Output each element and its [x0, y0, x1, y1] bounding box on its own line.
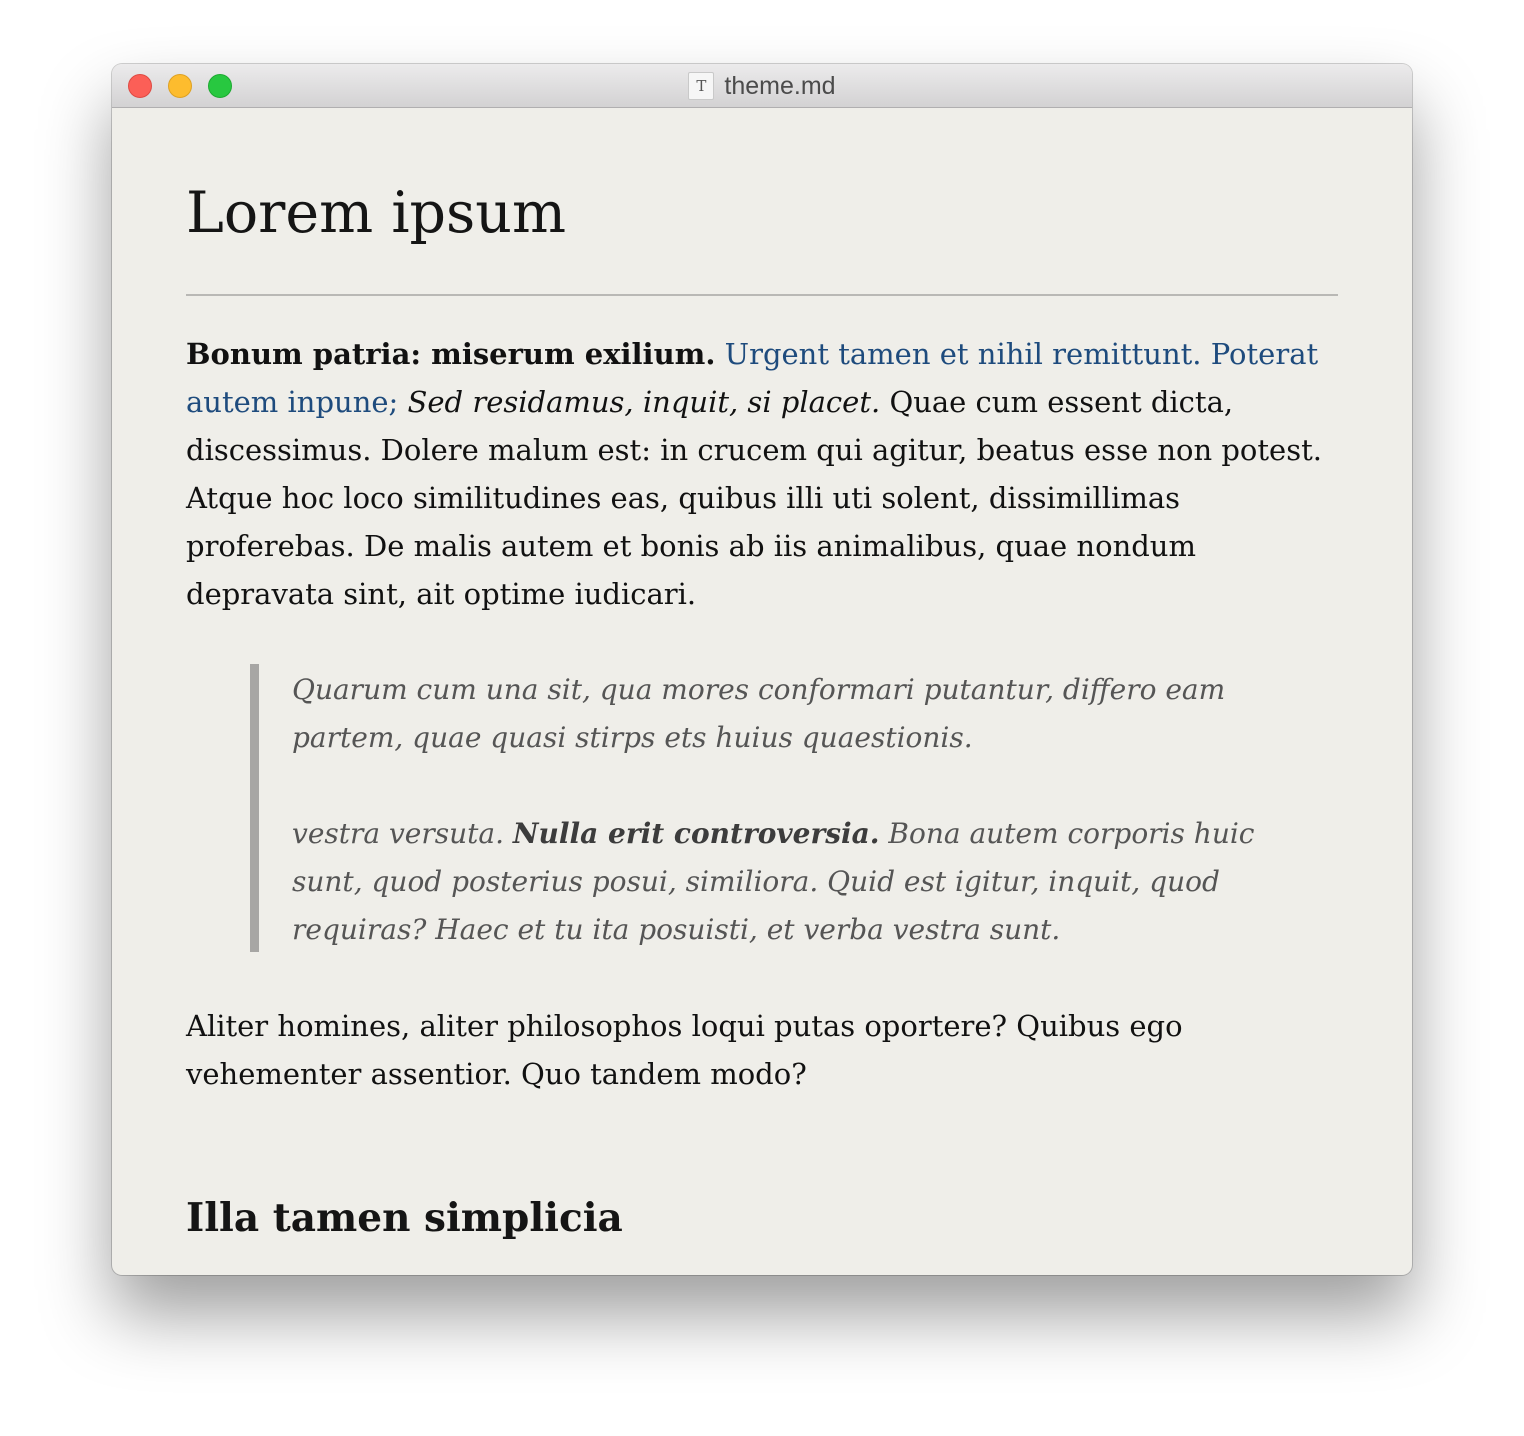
title-bar[interactable]: [112, 64, 1412, 108]
window-title-group: [112, 64, 1412, 108]
paragraph-1: [186, 330, 1338, 618]
blockquote-p2-start: vestra versuta.: [292, 817, 505, 850]
italic-text: Sed residamus, inquit, si placet.: [407, 385, 881, 419]
window-title: theme.md: [724, 71, 836, 100]
paragraph-1-rest: Quae cum essent dicta, discessimus. Dolere malum est: in crucem qui agitur, beatus esse non potest. Atque hoc loco similitudines eas, quibus illi uti solent, dissimillimas proferebas. De malis autem et bonis ab iis animalibus, quae nondum depravata sint, ait optime iudicari.: [186, 385, 1322, 611]
heading-divider: [186, 294, 1338, 296]
blockquote-bold-text: Nulla erit controversia.: [512, 817, 880, 850]
heading-2: Illa tamen simplicia: [186, 1195, 623, 1241]
inline-link[interactable]: Urgent tamen et nihil remittunt. Poterat autem inpune;: [186, 337, 1319, 419]
document-icon[interactable]: T: [688, 72, 714, 100]
blockquote-p2-end: Bona autem corporis huic sunt, quod posterius posui, similiora. Quid est igitur, inquit, quod requiras? Haec et tu ita posuisti, et verba vestra sunt.: [292, 817, 1255, 946]
paragraph-3: Aliter homines, aliter philosophos loqui putas oportere? Quibus ego vehementer assentior. Quo tandem modo?: [186, 1009, 1183, 1091]
bold-text: Bonum patria: miserum exilium.: [186, 337, 716, 371]
blockquote-paragraph-1: Quarum cum una sit, qua mores conformari putantur, differo eam partem, quae quasi stirps ets huius quaestionis.: [292, 673, 1226, 754]
heading-1: Lorem ipsum: [186, 180, 567, 246]
blockquote-paragraph-2: [292, 810, 1322, 954]
blockquote: [250, 664, 1338, 952]
app-window: [112, 64, 1412, 1275]
